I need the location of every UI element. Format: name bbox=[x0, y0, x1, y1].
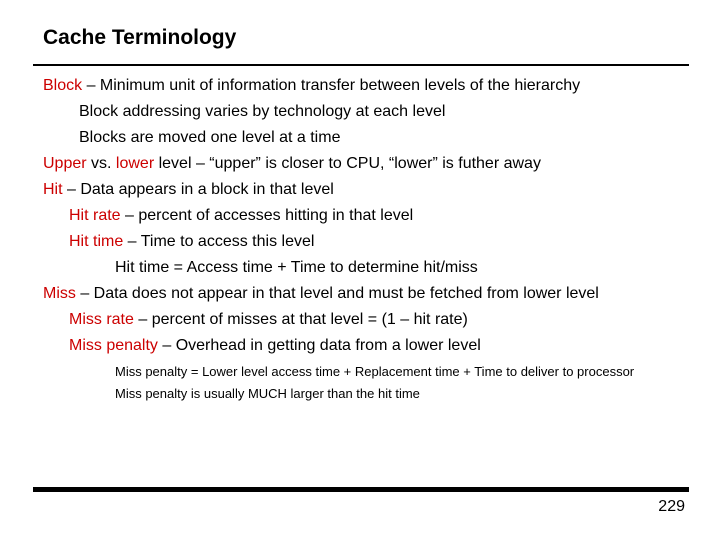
term-miss-penalty: Miss penalty bbox=[69, 337, 158, 354]
hit-rate-text: – percent of accesses hitting in that level bbox=[120, 207, 414, 224]
miss-penalty-formula: Miss penalty = Lower level access time + Replacement time + Time to deliver to processor bbox=[115, 364, 635, 379]
term-hit: Hit bbox=[43, 181, 63, 198]
blocks-moved-line: Blocks are moved one level at a time bbox=[79, 129, 341, 146]
miss-definition bbox=[43, 284, 599, 304]
hit-time-definition bbox=[69, 232, 314, 252]
block-definition bbox=[43, 76, 580, 96]
title-divider bbox=[33, 64, 689, 66]
block-addressing-line: Block addressing varies by technology at each level bbox=[79, 103, 446, 120]
slide-title: Cache Terminology bbox=[43, 26, 237, 49]
term-hit-time: Hit time bbox=[69, 233, 124, 250]
term-upper: Upper bbox=[43, 155, 87, 172]
miss-definition-text: – Data does not appear in that level and must be fetched from lower level bbox=[75, 285, 599, 302]
footer-divider bbox=[33, 487, 689, 492]
miss-rate-text: – percent of misses at that level = (1 – hit rate) bbox=[133, 311, 468, 328]
upper-lower-vs: vs. bbox=[86, 155, 116, 172]
hit-definition-text: – Data appears in a block in that level bbox=[62, 181, 334, 198]
term-block: Block bbox=[43, 77, 83, 94]
page-number: 229 bbox=[658, 498, 685, 515]
term-miss: Miss bbox=[43, 285, 76, 302]
hit-time-formula: Hit time = Access time + Time to determine hit/miss bbox=[115, 259, 478, 276]
upper-lower-definition bbox=[43, 154, 541, 174]
term-miss-rate: Miss rate bbox=[69, 311, 134, 328]
term-hit-rate: Hit rate bbox=[69, 207, 121, 224]
upper-lower-text: level – “upper” is closer to CPU, “lower” is futher away bbox=[154, 155, 541, 172]
term-lower: lower bbox=[115, 155, 155, 172]
block-definition-text: – Minimum unit of information transfer between levels of the hierarchy bbox=[82, 77, 581, 94]
miss-penalty-text: – Overhead in getting data from a lower level bbox=[157, 337, 481, 354]
miss-rate-definition bbox=[69, 310, 468, 330]
hit-rate-definition bbox=[69, 206, 413, 226]
miss-penalty-comparison: Miss penalty is usually MUCH larger than the hit time bbox=[115, 386, 420, 401]
hit-time-text: – Time to access this level bbox=[123, 233, 315, 250]
hit-definition bbox=[43, 180, 334, 200]
miss-penalty-definition bbox=[69, 336, 481, 356]
